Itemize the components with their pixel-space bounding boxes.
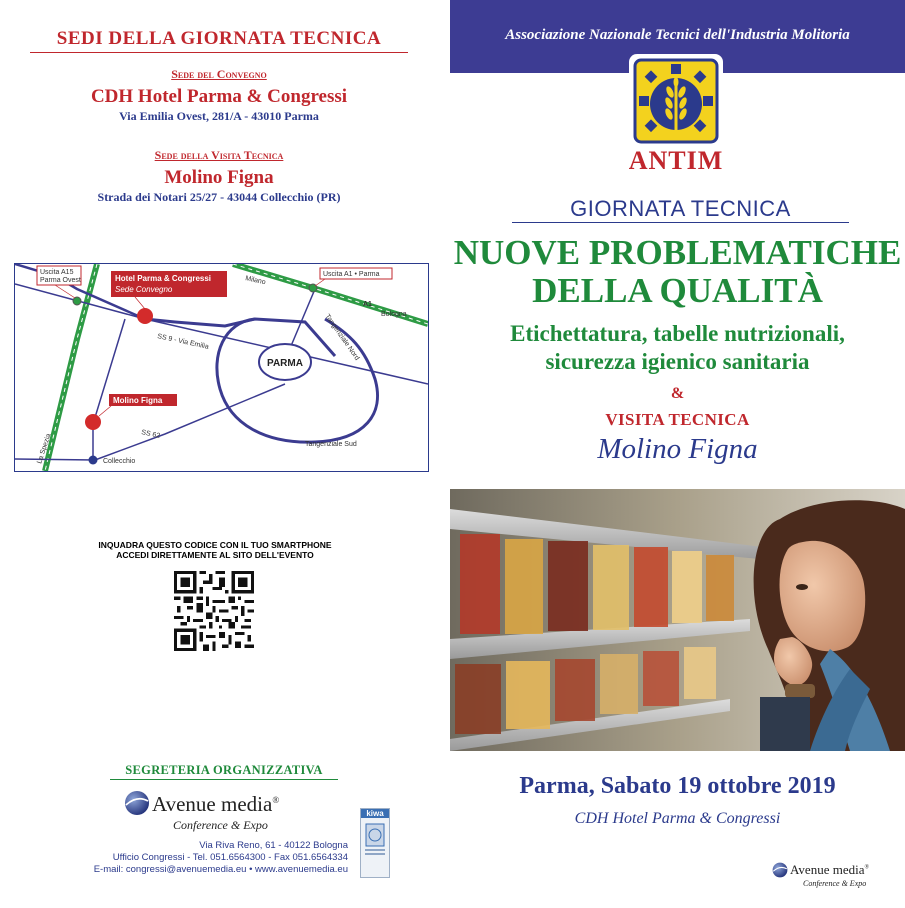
convegno-label: Sede del Convegno [171,67,267,81]
qr-code[interactable] [174,571,254,651]
svg-text:A15: A15 [50,358,63,375]
contact-phone: Ufficio Congressi - Tel. 051.6564300 - Fax 051.6564334 [112,852,348,863]
event-date: Parma, Sabato 19 ottobre 2019 [519,773,836,799]
svg-text:Hotel Parma & Congressi: Hotel Parma & Congressi [115,274,212,283]
kiwa-label: kiwa [361,809,389,818]
molino-figna-title: Molino Figna [597,433,758,465]
parma-label: PARMA [267,358,303,369]
svg-text:Parma Ovest: Parma Ovest [40,277,81,284]
avenue-contacts [90,840,348,876]
antim-logo-icon [627,52,725,150]
hotel-marker [137,308,153,324]
map-graphic [15,264,428,471]
svg-text:Milano: Milano [244,275,267,287]
visita-name: Molino Figna [164,167,274,188]
association-name: Associazione Nazionale Tecnici dell'Industria Molitoria [505,27,850,43]
avenue-media-name: Avenue media® [152,792,280,816]
subtitle-line-1: Etichettatura, tabelle nutrizionali, [510,321,845,346]
svg-text:A1: A1 [363,301,372,308]
molino-marker [85,414,101,430]
segreteria-title: SEGRETERIA ORGANIZZATIVA [110,763,338,780]
subtitle-line-2: sicurezza igienico sanitaria [545,349,810,374]
event-place: CDH Hotel Parma & Congressi [574,810,781,827]
sedi-title: SEDI DELLA GIORNATA TECNICA [30,28,408,53]
subtitle [450,320,905,376]
avenue-media-subtitle: Conference & Expo [173,818,268,832]
location-map [14,263,429,472]
svg-text:Uscita A1 • Parma: Uscita A1 • Parma [323,271,380,278]
svg-text:Tangenziale Sud: Tangenziale Sud [305,441,357,448]
tangenziale-ring [217,319,378,442]
woman-reading-label-image [450,489,905,751]
svg-text:Sede Convegno: Sede Convegno [115,285,173,294]
main-title-line-2: DELLA QUALITÀ [532,271,823,310]
kiwa-seal-icon [361,818,389,858]
collecchio-marker [89,456,98,465]
avenue-media-small-logo-icon [772,862,788,878]
giornata-tecnica: GIORNATA TECNICA [512,196,849,223]
qr-text-line-2: ACCEDI DIRETTAMENTE AL SITO DELL'EVENTO [116,550,314,560]
convegno-name: CDH Hotel Parma & Congressi [90,86,348,107]
visita-tecnica: VISITA TECNICA [605,410,750,429]
avenue-media-small-name: Avenue media® [790,862,870,877]
svg-text:Tangenziale Nord: Tangenziale Nord [323,313,361,362]
svg-text:La Spezia: La Spezia [36,432,53,465]
antim-label: ANTIM [628,146,724,175]
avenue-media-logo-icon [124,790,150,816]
svg-text:Uscita A15: Uscita A15 [40,269,74,276]
ampersand: & [670,385,685,402]
main-title [450,234,905,310]
qr-text-line-1: INQUADRA QUESTO CODICE CON IL TUO SMARTPHONE [98,540,332,550]
svg-text:SS 9 - Via Emilia: SS 9 - Via Emilia [156,333,210,351]
svg-text:SS 62: SS 62 [140,429,161,440]
svg-text:Collecchio: Collecchio [103,458,136,465]
main-title-line-1: NUOVE PROBLEMATICHE [453,233,902,272]
avenue-media-small-subtitle: Conference & Expo [803,879,867,888]
svg-text:Bologna: Bologna [381,311,407,318]
svg-text:Molino Figna: Molino Figna [113,396,163,405]
kiwa-certification-badge [360,808,390,878]
contact-email[interactable]: E-mail: congressi@avenuemedia.eu • www.avenuemedia.eu [93,864,348,875]
visita-label: Sede della Visita Tecnica [154,148,284,162]
contact-address: Via Riva Reno, 61 - 40122 Bologna [199,840,348,851]
visita-address: Strada dei Notari 25/27 - 43044 Collecchio (PR) [97,190,341,204]
convegno-address: Via Emilia Ovest, 281/A - 43010 Parma [119,109,319,123]
qr-instructions [60,540,370,560]
supermarket-photo [450,489,905,751]
